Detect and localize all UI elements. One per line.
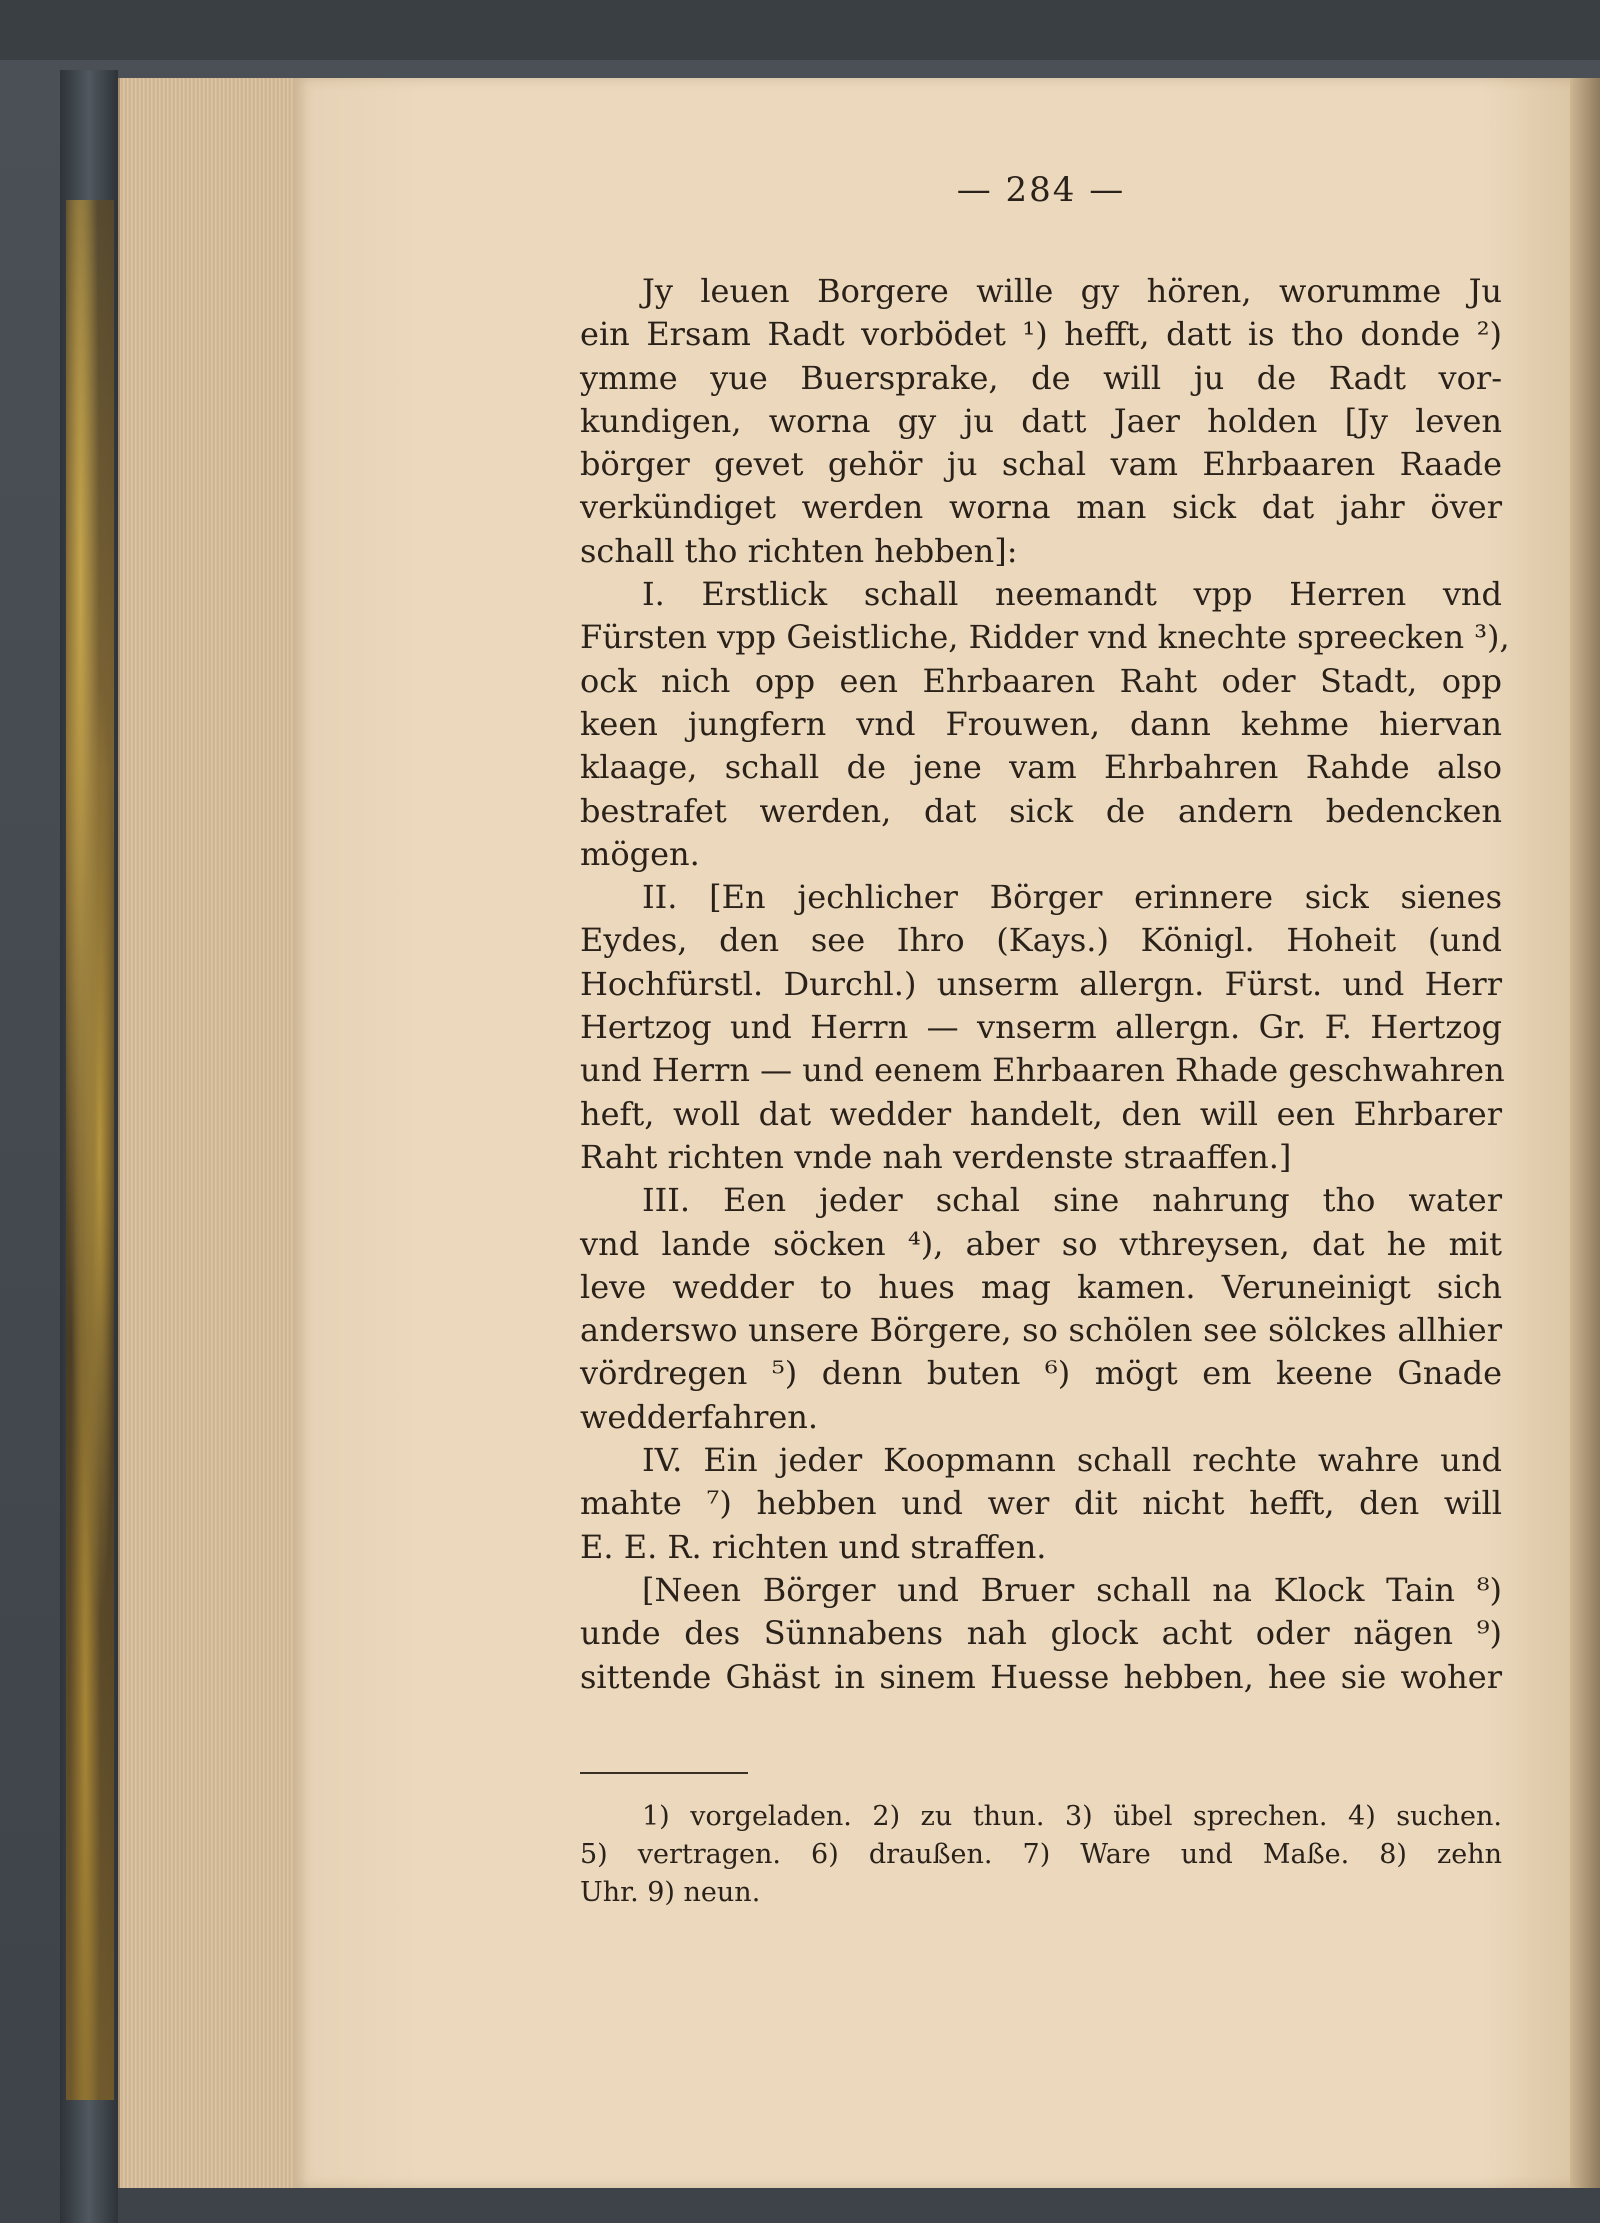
text-line: Eydes, den see Ihro (Kays.) Königl. Hoheit (und xyxy=(580,921,1502,960)
text-line: Fürsten vpp Geistliche, Ridder vnd knechte spreecken ³), xyxy=(580,618,1510,657)
text-line: unde des Sünnabens nah glock acht oder nägen ⁹) xyxy=(580,1614,1502,1653)
text-line: leve wedder to hues mag kamen. Veruneinigt sich xyxy=(580,1267,1502,1306)
text-line: wedderfahren. xyxy=(580,1397,819,1436)
page-edges xyxy=(118,78,300,2188)
text-line: Hertzog und Herrn — vnserm allergn. Gr. F. Hertzog xyxy=(580,1008,1502,1047)
text-line: heft, woll dat wedder handelt, den will een Ehrbarer xyxy=(580,1094,1502,1133)
text-line: und Herrn — und eenem Ehrbaaren Rhade geschwahren xyxy=(580,1051,1505,1090)
text-line: sittende Ghäst in sinem Huesse hebben, hee sie woher xyxy=(580,1657,1502,1696)
text-line: mögen. xyxy=(580,834,700,873)
text-line: ein Ersam Radt vorbödet ¹) hefft, datt is tho donde ²) xyxy=(580,315,1502,354)
text-line: ock nich opp een Ehrbaaren Raht oder Stadt, opp xyxy=(580,661,1502,700)
footnote-separator xyxy=(580,1772,748,1774)
text-line: kundigen, worna gy ju datt Jaer holden [Jy leven xyxy=(580,401,1502,440)
text-line: klaage, schall de jene vam Ehrbahren Rahde also xyxy=(580,748,1502,787)
marbled-endpaper xyxy=(66,200,114,2100)
body-text xyxy=(580,270,1510,1699)
text-line: mahte ⁷) hebben und wer dit nicht hefft, den will xyxy=(580,1484,1502,1523)
text-line: II. [En jechlicher Börger erinnere sick sienes xyxy=(642,878,1502,917)
footnote-line: 5) vertragen. 6) draußen. 7) Ware und Maße. 8) zehn xyxy=(580,1839,1502,1870)
footnote-line: 1) vorgeladen. 2) zu thun. 3) übel sprechen. 4) suchen. xyxy=(642,1801,1502,1832)
text-line: Jy leuen Borgere wille gy hören, worumme Ju xyxy=(642,272,1502,310)
footnotes xyxy=(580,1798,1502,1912)
text-line: IV. Ein jeder Koopmann schall rechte wahre und xyxy=(642,1441,1502,1480)
text-line: verkündiget werden worna man sick dat jahr över xyxy=(580,488,1502,527)
text-line: Hochfürstl. Durchl.) unserm allergn. Fürst. und Herr xyxy=(580,964,1502,1003)
text-line: I. Erstlick schall neemandt vpp Herren vnd xyxy=(642,575,1502,614)
text-line: keen jungfern vnd Frouwen, dann kehme hiervan xyxy=(580,704,1502,743)
page-gutter-shadow xyxy=(1570,78,1600,2188)
text-line: schall tho richten hebben]: xyxy=(580,531,1018,570)
text-line: vnd lande söcken ⁴), aber so vthreysen, dat he mit xyxy=(580,1224,1502,1263)
text-line: III. Een jeder schal sine nahrung tho water xyxy=(642,1181,1502,1220)
text-line: vördregen ⁵) denn buten ⁶) mögt em keene Gnade xyxy=(580,1354,1502,1393)
text-line: [Neen Börger und Bruer schall na Klock Tain ⁸) xyxy=(642,1570,1502,1609)
text-line: E. E. R. richten und straffen. xyxy=(580,1527,1047,1566)
text-line: ymme yue Buersprake, de will ju de Radt vor- xyxy=(580,358,1502,397)
text-line: anderswo unsere Börgere, so schölen see sölckes allhier xyxy=(580,1311,1502,1350)
text-line: börger gevet gehör ju schal vam Ehrbaaren Raade xyxy=(580,445,1502,484)
text-line: Raht richten vnde nah verdenste straaffen.] xyxy=(580,1137,1292,1176)
footnote-line: Uhr. 9) neun. xyxy=(580,1877,761,1908)
text-line: bestrafet werden, dat sick de andern bedencken xyxy=(580,791,1502,830)
page-number-header: — 284 — xyxy=(956,170,1126,210)
